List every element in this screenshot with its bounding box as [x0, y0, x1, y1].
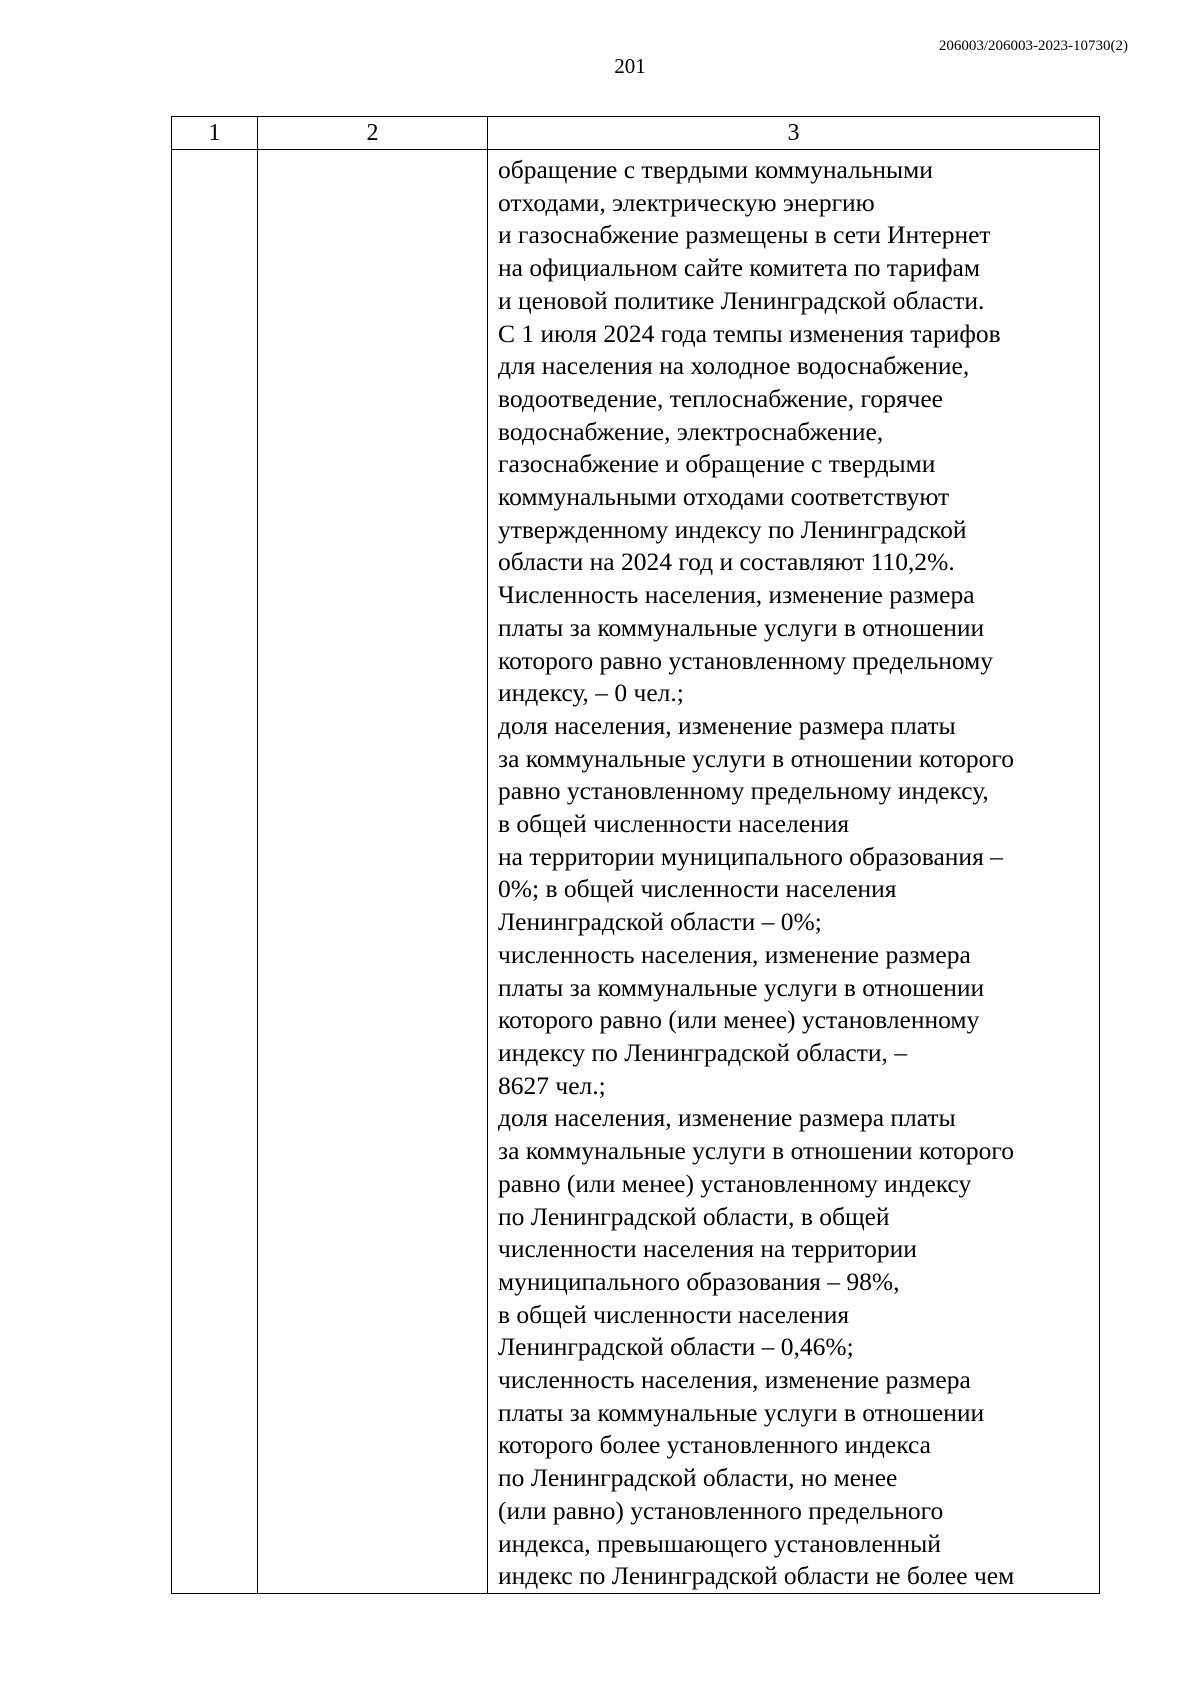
cell-column-2: [258, 150, 488, 1594]
page-number: 201: [614, 54, 646, 78]
text-line: которого равно установленному предельному: [498, 645, 994, 675]
text-line: коммунальными отходами соответствуют: [498, 482, 950, 512]
text-line: на официальном сайте комитета по тарифам: [498, 253, 980, 283]
text-line: доля населения, изменение размера платы: [498, 710, 956, 740]
text-line: платы за коммунальные услуги в отношении: [498, 612, 985, 642]
text-line: и газоснабжение размещены в сети Интернет: [498, 220, 991, 250]
text-line: равно установленному предельному индексу,: [498, 776, 989, 806]
main-table: [171, 116, 1100, 1594]
text-line: газоснабжение и обращение с твердыми: [498, 449, 936, 479]
text-line: за коммунальные услуги в отношении которого: [498, 743, 1014, 773]
text-line: Ленинградской области – 0%;: [498, 907, 822, 937]
text-line: по Ленинградской области, но менее: [498, 1463, 898, 1493]
text-line: Численность населения, изменение размера: [498, 580, 975, 610]
text-line: равно (или менее) установленному индексу: [498, 1168, 972, 1198]
cell-text-block: [488, 150, 1099, 1593]
text-line: численность населения, изменение размера: [498, 939, 971, 969]
text-line: численность населения, изменение размера: [498, 1365, 971, 1395]
text-line: и ценовой политике Ленинградской области.: [498, 285, 985, 315]
text-line: по Ленинградской области, в общей: [498, 1201, 890, 1231]
text-line: водоотведение, теплоснабжение, горячее: [498, 383, 944, 413]
text-line: которого равно (или менее) установленному: [498, 1005, 980, 1035]
text-line: за коммунальные услуги в отношении которого: [498, 1136, 1014, 1166]
table-header-row: [172, 117, 1100, 150]
text-line: которого более установленного индекса: [498, 1430, 931, 1460]
cell-column-3: [488, 150, 1100, 1594]
column-header-3: 3: [488, 117, 1100, 150]
text-line: для населения на холодное водоснабжение,: [498, 351, 970, 381]
text-line: в общей численности населения: [498, 1299, 850, 1329]
text-line: индекс по Ленинградской области не более чем: [498, 1561, 1015, 1591]
text-line: С 1 июля 2024 года темпы изменения тарифов: [498, 318, 1001, 348]
text-line: отходами, электрическую энергию: [498, 187, 875, 217]
text-line: численности населения на территории: [498, 1234, 917, 1264]
text-line: индекса, превышающего установленный: [498, 1528, 941, 1558]
text-line: платы за коммунальные услуги в отношении: [498, 972, 985, 1002]
text-line: (или равно) установленного предельного: [498, 1495, 944, 1525]
text-line: области на 2024 год и составляют 110,2%.: [498, 547, 955, 577]
text-line: водоснабжение, электроснабжение,: [498, 416, 884, 446]
text-line: в общей численности населения: [498, 809, 850, 839]
text-line: утвержденному индексу по Ленинградской: [498, 514, 967, 544]
text-line: 8627 чел.;: [498, 1070, 606, 1100]
document-id: 206003/206003-2023-10730(2): [938, 38, 1128, 54]
text-line: индексу по Ленинградской области, –: [498, 1037, 908, 1067]
text-line: муниципального образования – 98%,: [498, 1266, 900, 1296]
text-line: Ленинградской области – 0,46%;: [498, 1332, 854, 1362]
cell-column-1: [172, 150, 258, 1594]
text-line: индексу, – 0 чел.;: [498, 678, 684, 708]
table-row: [172, 150, 1100, 1594]
text-line: платы за коммунальные услуги в отношении: [498, 1397, 985, 1427]
text-line: обращение с твердыми коммунальными: [498, 155, 933, 184]
column-header-1: 1: [172, 117, 258, 150]
text-line: доля населения, изменение размера платы: [498, 1103, 956, 1133]
column-header-2: 2: [258, 117, 488, 150]
text-line: на территории муниципального образования –: [498, 841, 1003, 871]
text-line: 0%; в общей численности населения: [498, 874, 897, 904]
